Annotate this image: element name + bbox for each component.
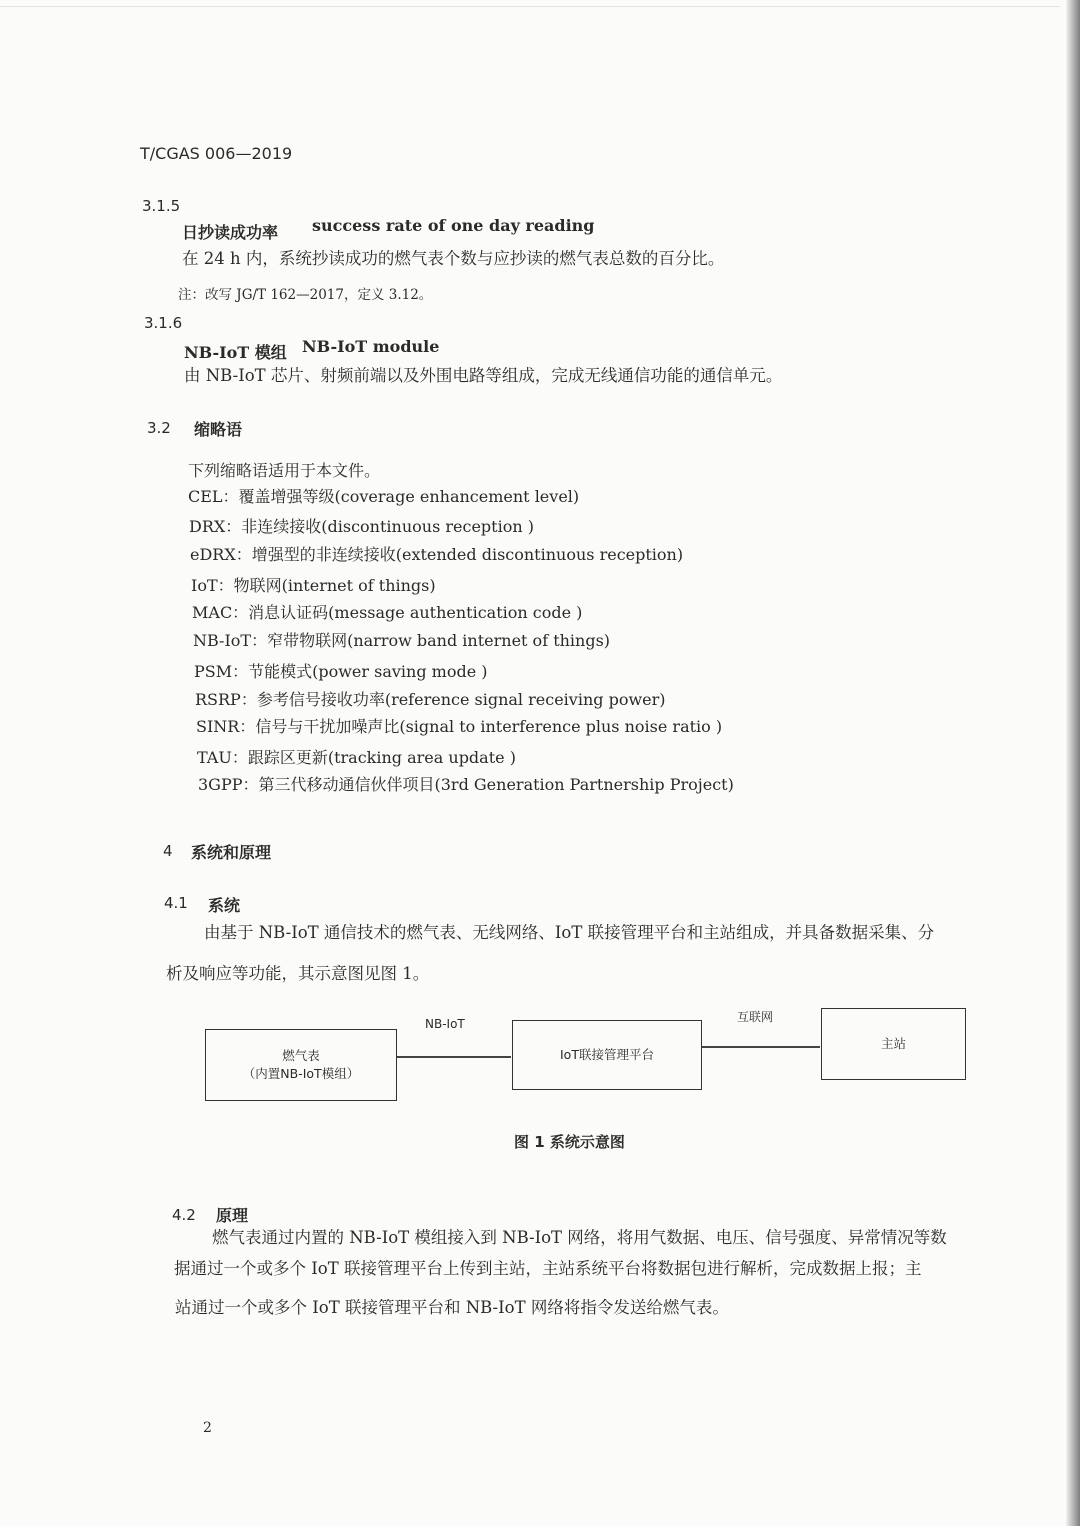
term-en-3-1-6: NB-IoT module [302, 337, 440, 356]
section-title-3-2: 缩略语 [194, 420, 243, 439]
abbreviation-item: MAC：消息认证码(message authentication code ) [192, 603, 583, 622]
section-title-4: 系统和原理 [191, 843, 272, 862]
gas-meter-label: 燃气表 [282, 1047, 320, 1063]
clause-number-3-2: 3.2 [147, 419, 171, 437]
scan-edge-line [0, 6, 1060, 7]
clause-number-4: 4 [163, 842, 173, 860]
nb-iot-link-label: NB-IoT [425, 1017, 465, 1031]
term-en-3-1-5: success rate of one day reading [312, 216, 595, 235]
definition-3-1-6: 由 NB-IoT 芯片、射频前端以及外围电路等组成，完成无线通信功能的通信单元。 [184, 366, 783, 385]
term-cn-3-1-6: NB-IoT 模组 [184, 343, 287, 362]
paragraph-4-1-line-2: 析及响应等功能，其示意图见图 1。 [166, 964, 430, 983]
abbreviation-item: eDRX：增强型的非连续接收(extended discontinuous reception) [190, 545, 684, 564]
gas-meter-sublabel: （内置NB-IoT模组） [242, 1066, 360, 1081]
nb-iot-connector [397, 1056, 511, 1058]
clause-number-4-2: 4.2 [172, 1206, 196, 1224]
internet-link-label: 互联网 [737, 1010, 774, 1024]
figure-caption: 图 1 系统示意图 [514, 1133, 625, 1151]
abbreviation-intro: 下列缩略语适用于本文件。 [188, 461, 381, 480]
clause-number-3-1-5: 3.1.5 [142, 197, 181, 215]
abbreviation-item: RSRP：参考信号接收功率(reference signal receiving power) [195, 690, 666, 709]
abbreviation-item: CEL：覆盖增强等级(coverage enhancement level) [188, 487, 580, 506]
note-3-1-5: 注：改写 JG/T 162—2017，定义 3.12。 [178, 287, 433, 303]
page-number: 2 [203, 1420, 212, 1436]
master-station-box [821, 1008, 966, 1080]
paragraph-4-2-line-2: 据通过一个或多个 IoT 联接管理平台上传到主站，主站系统平台将数据包进行解析，完成数据上报；主 [174, 1259, 922, 1278]
master-station-label: 主站 [880, 1035, 906, 1051]
abbreviation-item: SINR：信号与干扰加噪声比(signal to interference plus noise ratio ) [196, 717, 723, 736]
system-diagram [200, 1000, 970, 1110]
paragraph-4-1-line-1: 由基于 NB-IoT 通信技术的燃气表、无线网络、IoT 联接管理平台和主站组成，并具备数据采集、分 [204, 923, 935, 942]
gas-meter-box [205, 1029, 397, 1101]
definition-3-1-5: 在 24 h 内，系统抄读成功的燃气表个数与应抄读的燃气表总数的百分比。 [182, 249, 725, 268]
clause-number-3-1-6: 3.1.6 [144, 314, 183, 332]
abbreviation-item: PSM：节能模式(power saving mode ) [194, 662, 488, 681]
section-title-4-2: 原理 [216, 1206, 249, 1225]
abbreviation-item: IoT：物联网(internet of things) [191, 576, 436, 595]
clause-number-4-1: 4.1 [164, 894, 188, 912]
abbreviation-item: 3GPP：第三代移动通信伙伴项目(3rd Generation Partnership Project) [198, 775, 734, 794]
iot-platform-label: IoT联接管理平台 [560, 1046, 654, 1062]
internet-connector [702, 1046, 820, 1048]
abbreviation-item: DRX：非连续接收(discontinuous reception ) [189, 517, 534, 536]
scan-shadow-edge [1066, 0, 1080, 1526]
abbreviation-item: TAU：跟踪区更新(tracking area update ) [197, 748, 516, 767]
paragraph-4-2-line-3: 站通过一个或多个 IoT 联接管理平台和 NB-IoT 网络将指令发送给燃气表。 [175, 1298, 729, 1317]
section-title-4-1: 系统 [208, 896, 241, 915]
term-cn-3-1-5: 日抄读成功率 [182, 223, 279, 242]
abbreviation-item: NB-IoT：窄带物联网(narrow band internet of things) [193, 631, 611, 650]
document-id: T/CGAS 006—2019 [140, 144, 293, 163]
iot-platform-box [512, 1020, 702, 1090]
paragraph-4-2-line-1: 燃气表通过内置的 NB-IoT 模组接入到 NB-IoT 网络，将用气数据、电压、信号强度、异常情况等数 [212, 1228, 947, 1247]
